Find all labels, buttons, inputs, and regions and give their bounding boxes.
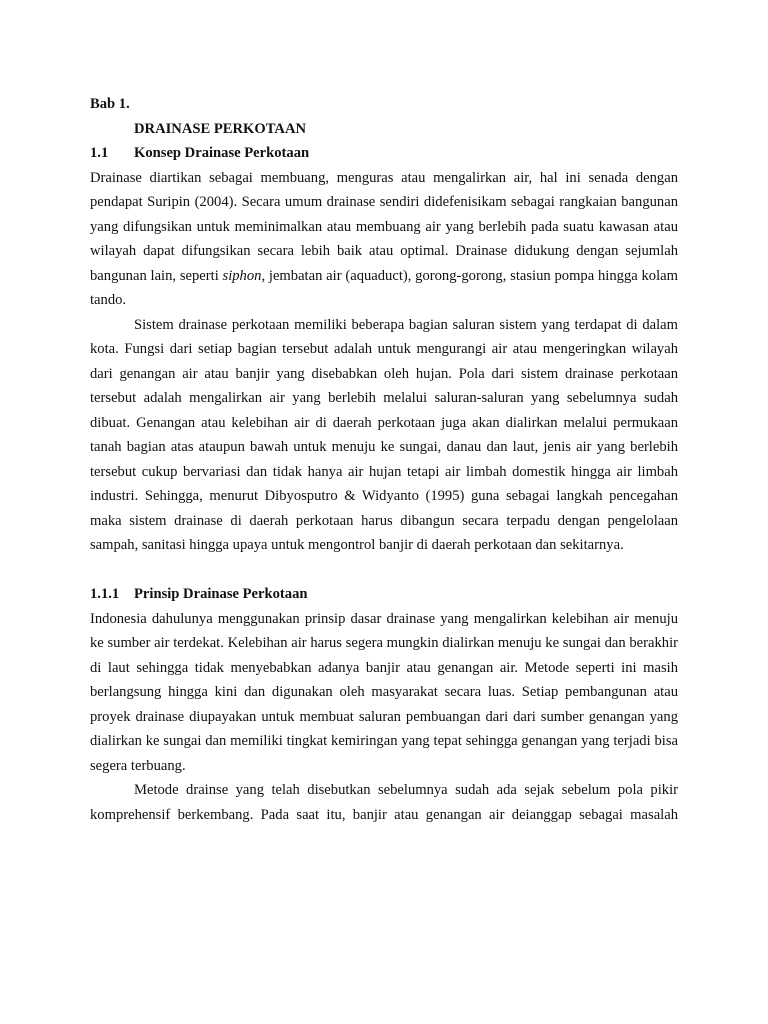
section-number: 1.1 (90, 145, 109, 161)
chapter-title: DRAINASE PERKOTAAN (134, 120, 307, 137)
section-title: Prinsip Drainase Perkotaan (134, 586, 308, 602)
section-title: Konsep Drainase Perkotaan (134, 145, 310, 161)
paragraph-sistem-drainase: Sistem drainase perkotaan memiliki beberapa bagian saluran sistem yang terdapat di dalam kota. Fungsi dari setiap bagian tersebut adalah untuk mengurangi air atau mengeringkan wilayah dari genangan air atau banjir yang disebabkan oleh hujan. Pola dari sistem drainase perkotaan tersebut adalah mengalirkan air yang berlebih melalui saluran-saluran yang sebelumnya sudah dibuat. Genangan atau kelebihan air di daerah perkotaan juga akan dialirkan melalui permukaan tanah bagian atas ataupun bawah untuk menuju ke sungai, danau dan laut, jenis air yang berlebih tersebut cukup bervariasi dan tidak hanya air hujan tetapi air limbah domestik hingga air limbah industri. Sehingga, menurut Dibyosputro & Widyanto (1995) guna sebagai langkah pencegahan maka sistem drainase di daerah perkotaan harus dibangun secara terpadu dengan pengelolaan sampah, sanitasi hingga upaya untuk mengontrol banjir di daerah perkotaan dan sekitarnya. (90, 316, 678, 553)
spacer (90, 558, 678, 583)
paragraph-drainase-definition (90, 166, 678, 313)
document-body (90, 92, 678, 827)
section-heading-1-1-1 (90, 582, 678, 607)
section-heading-1-1 (90, 141, 678, 166)
paragraph-prinsip-dasar: Indonesia dahulunya menggunakan prinsip dasar drainase yang mengalirkan kelebihan air menuju ke sumber air terdekat. Kelebihan air harus segera mungkin dialirkan menuju ke sungai dan berakhir di laut sehingga tidak menyebabkan adanya banjir atau genangan air. Metode seperti ini masih berlangsung hingga kini dan digunakan oleh masyarakat secara luas. Setiap pembangunan atau proyek drainase diupayakan untuk membuat saluran pembuangan dari dari sumber genangan yang dialirkan ke sungai dan memiliki tingkat kemiringan yang tepat sehingga genangan yang terjadi bisa segera terbuang. (90, 610, 678, 774)
italic-term: siphon, (222, 267, 266, 284)
paragraph-text: jembatan air (aquaduct), gorong-gorong, stasiun pompa hingga kolam tando. (90, 267, 678, 308)
paragraph-metode-drainse: Metode drainse yang telah disebutkan sebelumnya sudah ada sejak sebelum pola pikir komprehensif berkembang. Pada saat itu, banjir atau genangan air deianggap sebagai masalah (90, 782, 678, 823)
paragraph-text: Drainase diartikan sebagai membuang, menguras atau mengalirkan air, hal ini senada dengan pendapat Suripin (2004). Secara umum drainase sendiri didefenisikam sebagai rangkaian bangunan yang difungsikan untuk meminimalkan atau membuang air yang berlebih pada suatu kawasan atau wilayah dapat difungsikan secara lebih baik atau optimal. Drainase didukung dengan sejumlah bangunan lain, seperti (90, 169, 678, 284)
chapter-label: Bab 1. (90, 96, 130, 112)
section-number: 1.1.1 (90, 586, 120, 602)
